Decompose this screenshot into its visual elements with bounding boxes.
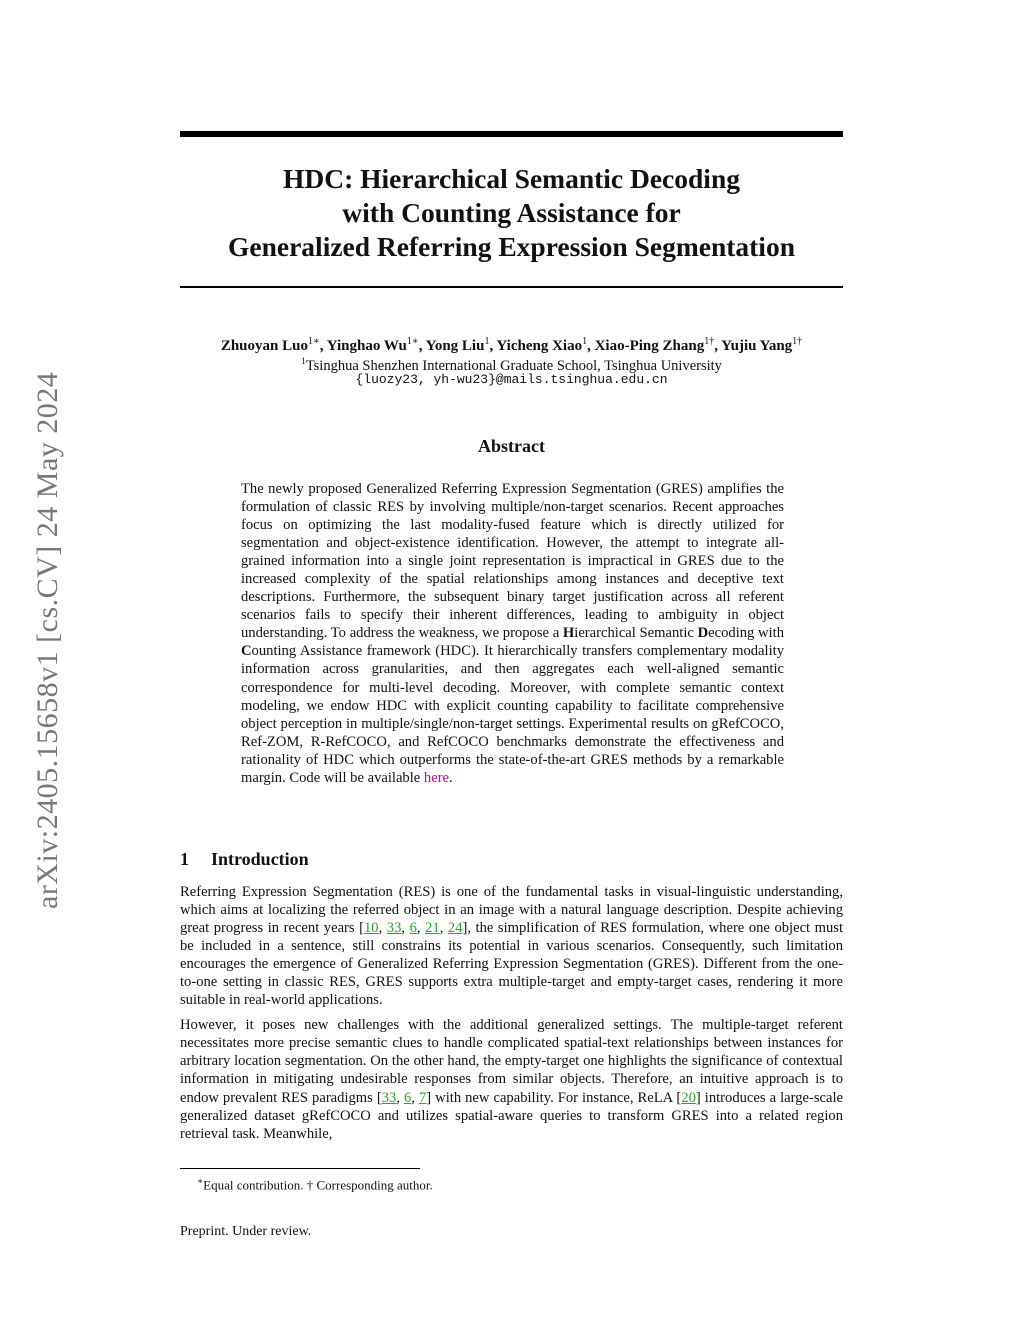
abstract-bold-letter: D bbox=[697, 625, 709, 642]
introduction-body bbox=[180, 883, 843, 1150]
affiliation-text: Tsinghua Shenzhen International Graduate School, Tsinghua University bbox=[305, 357, 722, 374]
title-bottom-rule bbox=[180, 286, 843, 288]
citation-link[interactable]: 20 bbox=[681, 1089, 696, 1106]
intro-text: ] with new capability. For instance, ReLA [ bbox=[426, 1089, 682, 1106]
footnote-text: Equal contribution. † Corresponding author. bbox=[203, 1177, 433, 1193]
intro-paragraph-1: Referring Expression Segmentation (RES) is one of the fundamental tasks in visual-linguistic understanding, which aims at localizing the referred object in an image with a natural language description. Despite achieving great progress in recent years [10, 33, 6, 21, 24], the simplification of RES formulation, where one object must be included in a sentence, still constrains its potential in various scenarios. Consequently, such limitation encourages the emergence of Generalized Referring Expression Segmentation (GRES). Different from the one-to-one setting in classic RES, GRES supports extra multiple-target and empty-target cases, rendering it more suitable in real-world applications. bbox=[180, 884, 844, 1009]
author-list: Zhuoyan Luo$^{1∗}$, Yinghao $Wu^{1∗}$, Yong Liu$^1$, Yicheng Xiao$^1$, Xiao-Ping Zhang$^{1\dagger}$, Yujiu Yang$^{1\dagger}$ bbox=[220, 336, 803, 354]
citation-link[interactable]: 6 bbox=[409, 920, 417, 937]
abstract-paragraph bbox=[241, 480, 784, 787]
title-top-rule bbox=[180, 131, 843, 137]
abstract-text: The newly proposed Generalized Referring Expression Segmentation (GRES) amplifies the formulation of classic RES by involving multiple/non-target scenarios. Recent approaches focus on optimizing the last modality-fused feature which is directly utilized for segmentation and object-existence identification. However, the attempt to integrate all-grained information into a single joint representation is impractical in GRES due to the increased complexity of the spatial relationships among instances and deceptive text descriptions. Furthermore, the subsequent binary target justification across all referent scenarios fails to specify their inherent differences, leading to ambiguity in object understanding. To address the weakness, we propose a bbox=[241, 481, 784, 642]
title-line-1: HDC: Hierarchical Semantic Decoding bbox=[283, 163, 740, 194]
citation-link[interactable]: 7 bbox=[418, 1089, 427, 1106]
author-name: Zhuoyan Luo bbox=[220, 338, 308, 354]
footnote-rule bbox=[180, 1168, 420, 1169]
author-email: {luozy23, yh-wu23}@mails.tsinghua.edu.cn bbox=[355, 372, 668, 387]
preprint-notice: Preprint. Under review. bbox=[180, 1224, 312, 1239]
arxiv-identifier-stamp: arXiv:2405.15658v1 [cs.CV] 24 May 2024 bbox=[31, 371, 64, 909]
abstract-text: . bbox=[449, 769, 453, 786]
abstract-bold-letter: H bbox=[562, 625, 575, 642]
title-line-3: Generalized Referring Expression Segmentation bbox=[228, 231, 795, 262]
author-name: Yong Liu bbox=[425, 338, 485, 354]
section-number: 1 bbox=[180, 849, 189, 869]
affiliation-mark: 1 bbox=[301, 357, 306, 367]
abstract-heading: Abstract bbox=[478, 436, 545, 456]
author-affiliation-mark: 1† bbox=[704, 336, 715, 347]
intro-paragraph-2: However, it poses new challenges with the additional generalized settings. The multiple-target referent necessitates more precise semantic clues to handle complicated spatial-text relationships between instances for arbitrary location segmentation. On the other hand, the empty-target one highlights the significance of contextual information in mitigating undesirable responses from similar objects. Therefore, an intuitive approach is to endow prevalent RES paradigms [33, 6, 7] with new capability. For instance, ReLA [20] introduces a large-scale generalized dataset gRefCOCO and utilizes spatial-aware queries to transform GRES into a related region retrieval task. Meanwhile, bbox=[180, 1017, 844, 1142]
intro-text: Referring Expression Segmentation (RES) is one of the fundamental tasks in visual-linguistic understanding, which aims at localizing the referred object in an image with a natural language description. Despite achieving great progress in recent years [ bbox=[180, 884, 843, 937]
author-name: Xiao-Ping Zhang bbox=[594, 338, 705, 354]
paper-title bbox=[180, 162, 843, 264]
author-affiliation-mark: 1∗ bbox=[406, 336, 419, 347]
abstract-bold-letter: C bbox=[241, 643, 252, 660]
footnote bbox=[197, 1172, 433, 1194]
citation-link[interactable]: 33 bbox=[381, 1089, 397, 1106]
footnote-mark: ∗ bbox=[197, 1176, 204, 1186]
section-heading bbox=[180, 847, 843, 871]
abstract-text: ounting Assistance framework (HDC). It hierarchically transfers complementary modality information across granularities, and then aggregates each well-aligned semantic correspondence for multi-level decoding. Moreover, with complete semantic context modeling, we endow HDC with explicit counting capability to facilitate comprehensive object perception in multiple/single/non-target settings. Experimental results on gRefCOCO, Ref-ZOM, R-RefCOCO, and RefCOCO benchmarks demonstrate the effectiveness and rationality of HDC which outperforms the state-of-the-art GRES methods by a remarkable margin. Code will be available bbox=[241, 643, 784, 786]
abstract-text: ecoding with bbox=[708, 625, 785, 642]
author-affiliation-mark: 1∗ bbox=[307, 336, 320, 347]
citation-link[interactable]: 10 bbox=[364, 920, 379, 937]
intro-text: However, it poses new challenges with the additional generalized settings. The multiple-target referent necessitates more precise semantic clues to handle complicated spatial-text relationships between instances for arbitrary location segmentation. On the other hand, the empty-target one highlights the significance of contextual information in mitigating undesirable responses from similar objects. Therefore, an intuitive approach is to endow prevalent RES paradigms [ bbox=[180, 1017, 843, 1106]
author-name: Yicheng Xiao bbox=[496, 338, 583, 354]
author-affiliation-mark: 1 bbox=[582, 336, 588, 347]
author-affiliation-mark: 1† bbox=[792, 336, 803, 347]
citation-link[interactable]: 21 bbox=[425, 920, 440, 937]
code-link[interactable]: here bbox=[423, 769, 450, 786]
author-name: Yinghao Wu bbox=[326, 338, 407, 354]
citation-link[interactable]: 33 bbox=[386, 920, 402, 937]
intro-text: ], the simplification of RES formulation, where one object must be included in a sentence, still constrains its potential in various scenarios. Consequently, such limitation encourages the emergence of Generalized Referring Expression Segmentation (GRES). Different from the one-to-one setting in classic RES, GRES supports extra multiple-target and empty-target cases, rendering it more suitable in real-world applications. bbox=[180, 920, 844, 1009]
citation-link[interactable]: 24 bbox=[447, 920, 463, 937]
citation-link[interactable]: 6 bbox=[404, 1089, 412, 1106]
intro-text: ] introduces a large-scale generalized dataset gRefCOCO and utilizes spatial-aware queries to transform GRES into a related region retrieval task. Meanwhile, bbox=[180, 1089, 844, 1142]
section-title: Introduction bbox=[211, 849, 309, 869]
author-name: Yujiu Yang bbox=[721, 338, 793, 354]
author-affiliation-mark: 1 bbox=[484, 336, 490, 347]
abstract-body bbox=[241, 480, 784, 787]
title-line-2: with Counting Assistance for bbox=[342, 197, 681, 228]
abstract-text: ierarchical Semantic bbox=[574, 625, 698, 642]
